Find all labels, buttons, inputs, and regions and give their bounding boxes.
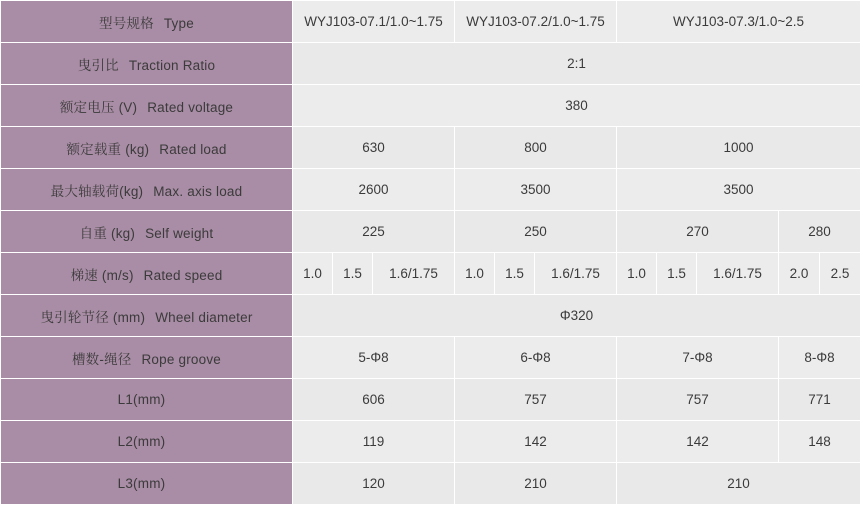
table-cell: 1.5 [333, 253, 373, 295]
table-cell: 210 [617, 463, 860, 505]
table-cell: 119 [293, 421, 455, 463]
table-cell: 1.0 [455, 253, 495, 295]
row-label [1, 337, 293, 379]
table-cell: WYJ103-07.1/1.0~1.75 [293, 1, 455, 43]
table-cell: 142 [455, 421, 617, 463]
row-label-cn: L2(mm) [117, 434, 166, 449]
table-row [1, 337, 860, 379]
row-label-cn: L1(mm) [117, 392, 166, 407]
table-cell: Φ320 [293, 295, 860, 337]
table-row [1, 463, 860, 505]
table-cell: 757 [617, 379, 779, 421]
row-label-en [165, 476, 175, 491]
row-label-cn: 额定电压 (V) [59, 99, 138, 115]
table-cell: 2:1 [293, 43, 860, 85]
table-cell: 5-Φ8 [293, 337, 455, 379]
table-cell: 142 [617, 421, 779, 463]
table-cell: 6-Φ8 [455, 337, 617, 379]
table-cell: 2.5 [820, 253, 860, 295]
table-row [1, 211, 860, 253]
row-label [1, 379, 293, 421]
table-cell: 1.0 [293, 253, 333, 295]
row-label [1, 169, 293, 211]
row-label-en: Rope groove [141, 351, 221, 367]
row-label [1, 85, 293, 127]
table-cell: 606 [293, 379, 455, 421]
row-label-cn: 型号规格 [99, 15, 154, 31]
table-cell: 120 [293, 463, 455, 505]
row-label [1, 127, 293, 169]
table-cell: 7-Φ8 [617, 337, 779, 379]
row-label-en: Traction Ratio [128, 57, 216, 73]
table-cell: 3500 [617, 169, 860, 211]
row-label-cn: 曳引比 [77, 57, 119, 73]
row-label [1, 43, 293, 85]
row-label-en: Rated load [159, 141, 227, 157]
table-row [1, 169, 860, 211]
row-label-en: Wheel diameter [155, 309, 253, 325]
table-cell: 771 [779, 379, 860, 421]
table-row [1, 253, 860, 295]
table-cell: 2.0 [779, 253, 820, 295]
row-label [1, 421, 293, 463]
table-cell: WYJ103-07.2/1.0~1.75 [455, 1, 617, 43]
table-cell: 3500 [455, 169, 617, 211]
table-cell: 1.6/1.75 [697, 253, 779, 295]
table-cell: 1.6/1.75 [373, 253, 455, 295]
table-cell: 630 [293, 127, 455, 169]
table-cell: 225 [293, 211, 455, 253]
table-row [1, 1, 860, 43]
table-cell: 1.5 [657, 253, 697, 295]
table-cell: 800 [455, 127, 617, 169]
row-label-cn: L3(mm) [117, 476, 166, 491]
row-label-en [165, 434, 175, 449]
row-label-cn: 自重 (kg) [79, 225, 136, 241]
table-cell: 1.6/1.75 [535, 253, 617, 295]
row-label-cn: 槽数-绳径 [71, 351, 132, 367]
row-label-en: Self weight [145, 225, 214, 241]
table-cell: 148 [779, 421, 860, 463]
table-cell: 1.5 [495, 253, 535, 295]
table-row [1, 43, 860, 85]
table-row [1, 379, 860, 421]
row-label-en: Rated speed [143, 267, 223, 283]
table-row [1, 127, 860, 169]
row-label-en: Max. axis load [153, 183, 243, 199]
row-label-cn: 曳引轮节径 (mm) [40, 309, 146, 325]
table-cell: 757 [455, 379, 617, 421]
table-row [1, 295, 860, 337]
row-label-cn: 最大轴载荷(kg) [50, 183, 144, 199]
row-label-en: Type [163, 15, 194, 31]
row-label [1, 1, 293, 43]
row-label [1, 463, 293, 505]
row-label-en [165, 392, 175, 407]
table-cell: 1000 [617, 127, 860, 169]
table-row [1, 85, 860, 127]
row-label-cn: 额定载重 (kg) [66, 141, 150, 157]
row-label [1, 211, 293, 253]
specification-table-body [1, 1, 860, 505]
table-cell: 8-Φ8 [779, 337, 860, 379]
table-cell: 270 [617, 211, 779, 253]
table-cell: 280 [779, 211, 860, 253]
table-cell: 380 [293, 85, 860, 127]
table-cell: WYJ103-07.3/1.0~2.5 [617, 1, 860, 43]
row-label [1, 253, 293, 295]
table-cell: 2600 [293, 169, 455, 211]
table-row [1, 421, 860, 463]
table-cell: 210 [455, 463, 617, 505]
row-label-en: Rated voltage [147, 99, 234, 115]
row-label [1, 295, 293, 337]
row-label-cn: 梯速 (m/s) [70, 267, 134, 283]
table-cell: 250 [455, 211, 617, 253]
table-cell: 1.0 [617, 253, 657, 295]
